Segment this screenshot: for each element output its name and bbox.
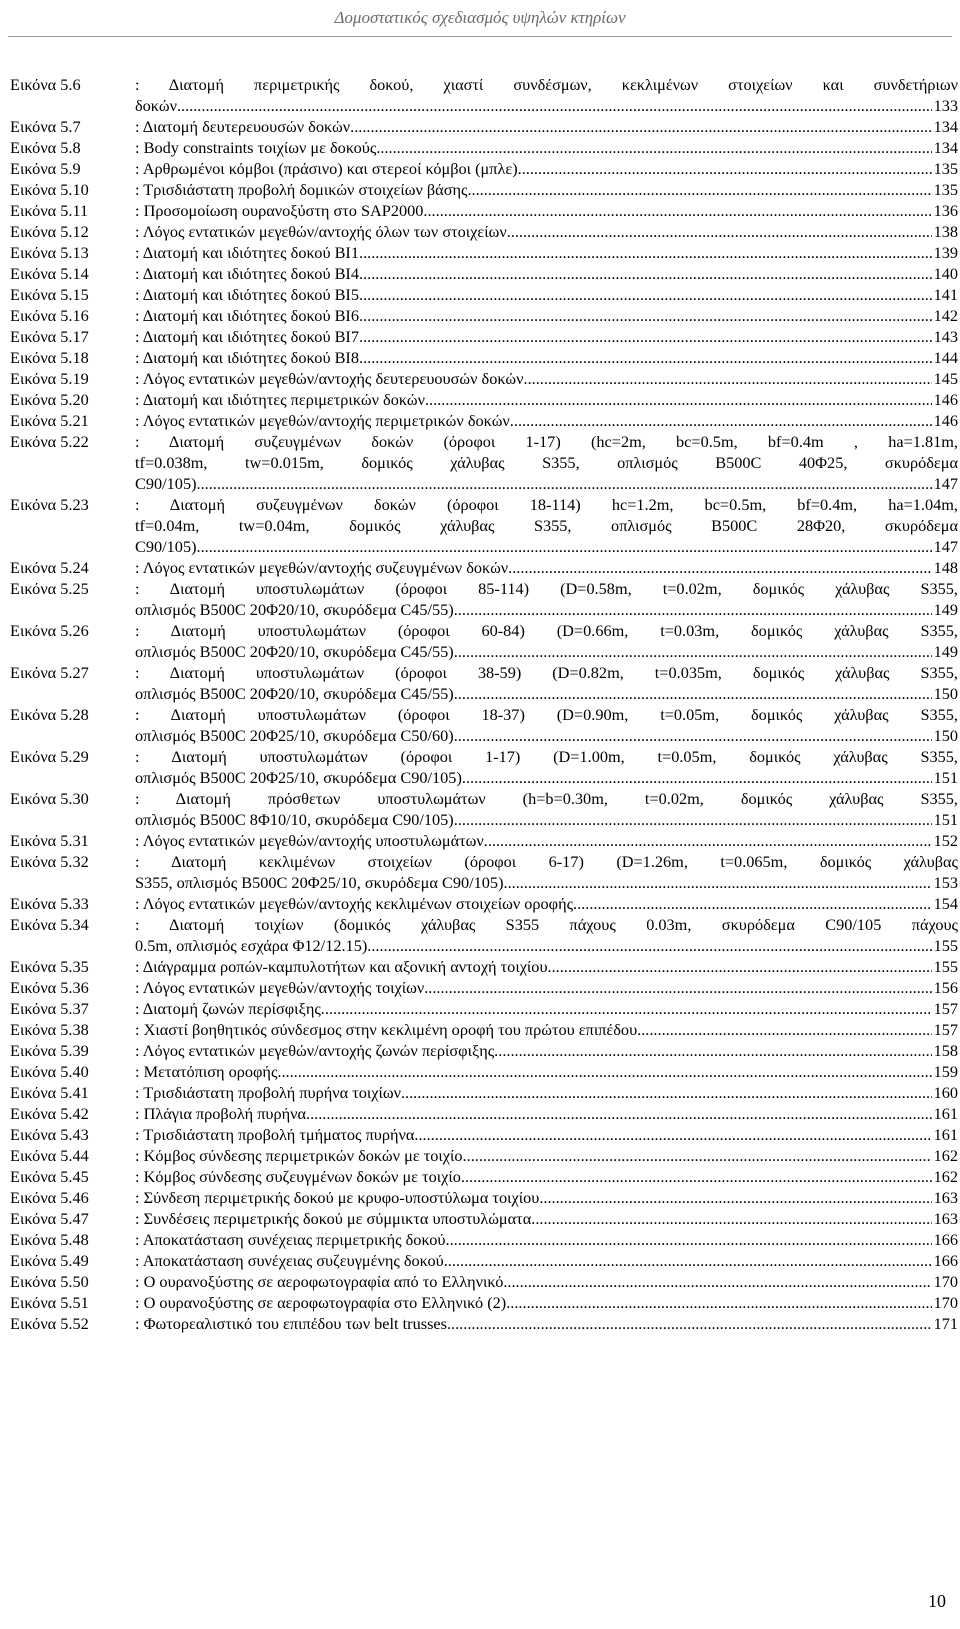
figure-entry[interactable] (10, 431, 958, 494)
figure-caption: : Μετατόπιση οροφής (135, 1062, 278, 1081)
figure-label: Εικόνα 5.25 (10, 579, 89, 598)
figure-label: Εικόνα 5.30 (10, 789, 89, 808)
figure-entry[interactable] (10, 956, 958, 977)
dot-leader (321, 998, 932, 1019)
figure-page-number: 133 (933, 96, 958, 115)
figure-label: Εικόνα 5.43 (10, 1125, 89, 1144)
figure-entry[interactable] (10, 74, 958, 116)
figure-page-number: 135 (933, 180, 958, 199)
dot-leader (503, 1271, 931, 1292)
dot-leader (467, 179, 931, 200)
figure-caption: : Λόγος εντατικών μεγεθών/αντοχής συζευγμένων δοκών (135, 558, 509, 577)
list-of-figures (10, 74, 958, 1334)
figure-caption: : Διατομή ζωνών περίσφιξης (135, 999, 321, 1018)
dot-leader (507, 221, 932, 242)
figure-caption: : Τρισδιάστατη προβολή δομικών στοιχείων βάσης (135, 180, 468, 199)
figure-page-number: 139 (933, 243, 958, 262)
figure-label: Εικόνα 5.44 (10, 1146, 89, 1165)
figure-entry[interactable] (10, 746, 958, 788)
dot-leader (508, 557, 931, 578)
figure-caption: : Διατομή υποστυλωμάτων (όροφοι 18-37) (D=0.90m, t=0.05m, δομικός χάλυβας S355, (135, 705, 958, 724)
figure-caption: : Προσομοίωση ουρανοξύστη στο SAP2000 (135, 201, 424, 220)
figure-entry[interactable] (10, 116, 958, 137)
dot-leader (359, 347, 932, 368)
figure-page-number: 144 (933, 348, 958, 367)
figure-label: Εικόνα 5.46 (10, 1188, 89, 1207)
figure-caption: 0.5m, οπλισμός εσχάρα Φ12/12.15) (135, 936, 368, 955)
figure-label: Εικόνα 5.23 (10, 495, 89, 514)
figure-page-number: 134 (933, 117, 958, 136)
figure-page-number: 154 (933, 894, 958, 913)
figure-caption: : Φωτορεαλιστικό του επιπέδου των belt trusses (135, 1314, 447, 1333)
figure-label: Εικόνα 5.40 (10, 1062, 89, 1081)
figure-caption: : Διατομή και ιδιότητες δοκού BI6 (135, 306, 359, 325)
figure-caption: : Λόγος εντατικών μεγεθών/αντοχής όλων των στοιχείων (135, 222, 507, 241)
figure-page-number: 161 (933, 1125, 958, 1144)
figure-label: Εικόνα 5.34 (10, 915, 89, 934)
figure-caption: : Λόγος εντατικών μεγεθών/αντοχής τοιχίων (135, 978, 425, 997)
dot-leader (197, 473, 932, 494)
figure-label: Εικόνα 5.27 (10, 663, 89, 682)
figure-page-number: 142 (933, 306, 958, 325)
dot-leader (401, 1082, 932, 1103)
figure-page-number: 158 (933, 1041, 958, 1060)
figure-caption: tf=0.04m, tw=0.04m, δομικός χάλυβας S355, οπλισμός B500C 28Φ20, σκυρόδεμα (135, 516, 958, 535)
figure-entry[interactable] (10, 998, 958, 1019)
figure-caption: : Διατομή συζευγμένων δοκών (όροφοι 1-17) (hc=2m, bc=0.5m, bf=0.4m , ha=1.81m, (135, 432, 958, 451)
dot-leader (376, 137, 931, 158)
figure-entry[interactable] (10, 389, 958, 410)
figure-label: Εικόνα 5.24 (10, 558, 89, 577)
figure-page-number: 157 (933, 999, 958, 1018)
figure-label: Εικόνα 5.37 (10, 999, 89, 1018)
figure-entry[interactable] (10, 326, 958, 347)
figure-label: Εικόνα 5.9 (10, 159, 81, 178)
figure-entry[interactable] (10, 788, 958, 830)
figure-entry[interactable] (10, 1187, 958, 1208)
dot-leader (197, 536, 932, 557)
figure-page-number: 145 (933, 369, 958, 388)
figure-entry[interactable] (10, 263, 958, 284)
dot-leader (494, 1040, 931, 1061)
figure-label: Εικόνα 5.38 (10, 1020, 89, 1039)
figure-label: Εικόνα 5.19 (10, 369, 89, 388)
header-rule (8, 36, 952, 37)
figure-entry[interactable] (10, 893, 958, 914)
dot-leader (306, 1103, 932, 1124)
figure-caption: : Διατομή κεκλιμένων στοιχείων (όροφοι 6-17) (D=1.26m, t=0.065m, δομικός χάλυβας (135, 852, 958, 871)
dot-leader (524, 368, 932, 389)
figure-page-number: 155 (933, 957, 958, 976)
figure-entry[interactable] (10, 494, 958, 557)
figure-entry[interactable] (10, 1040, 958, 1061)
figure-caption: : Λόγος εντατικών μεγεθών/αντοχής δευτερευουσών δοκών (135, 369, 524, 388)
figure-entry[interactable] (10, 662, 958, 704)
figure-label: Εικόνα 5.6 (10, 75, 81, 94)
figure-label: Εικόνα 5.50 (10, 1272, 89, 1291)
figure-page-number: 156 (933, 978, 958, 997)
figure-page-number: 161 (933, 1104, 958, 1123)
dot-leader (444, 1250, 932, 1271)
figure-label: Εικόνα 5.32 (10, 852, 89, 871)
figure-page-number: 146 (933, 411, 958, 430)
figure-label: Εικόνα 5.17 (10, 327, 89, 346)
figure-entry[interactable] (10, 410, 958, 431)
figure-label: Εικόνα 5.14 (10, 264, 89, 283)
dot-leader (359, 284, 932, 305)
figure-entry[interactable] (10, 914, 958, 956)
figure-caption: οπλισμός B500C 20Φ25/10, σκυρόδεμα C50/60) (135, 726, 454, 745)
figure-caption: : Διατομή και ιδιότητες περιμετρικών δοκών (135, 390, 425, 409)
figure-label: Εικόνα 5.31 (10, 831, 89, 850)
figure-caption: : Λόγος εντατικών μεγεθών/αντοχής περιμετρικών δοκών (135, 411, 510, 430)
figure-caption: : Διατομή και ιδιότητες δοκού BI4 (135, 264, 359, 283)
dot-leader (423, 200, 931, 221)
figure-caption: tf=0.038m, tw=0.015m, δομικός χάλυβας S355, οπλισμός B500C 40Φ25, σκυρόδεμα (135, 453, 958, 472)
figure-label: Εικόνα 5.10 (10, 180, 89, 199)
figure-page-number: 163 (933, 1188, 958, 1207)
figure-page-number: 166 (933, 1251, 958, 1270)
figure-page-number: 149 (933, 642, 958, 661)
figure-label: Εικόνα 5.16 (10, 306, 89, 325)
dot-leader (484, 830, 932, 851)
dot-leader (454, 725, 932, 746)
figure-page-number: 140 (933, 264, 958, 283)
figure-caption: : Διατομή τοιχίων (δομικός χάλυβας S355 πάχους 0.03m, σκυρόδεμα C90/105 πάχους (135, 915, 958, 934)
figure-label: Εικόνα 5.29 (10, 747, 89, 766)
figure-caption: οπλισμός B500C 20Φ20/10, σκυρόδεμα C45/55) (135, 600, 454, 619)
figure-label: Εικόνα 5.51 (10, 1293, 89, 1312)
figure-entry[interactable] (10, 1019, 958, 1040)
dot-leader (548, 956, 932, 977)
figure-caption: οπλισμός B500C 20Φ25/10, σκυρόδεμα C90/105) (135, 768, 462, 787)
dot-leader (359, 305, 932, 326)
figure-page-number: 147 (933, 474, 958, 493)
figure-label: Εικόνα 5.13 (10, 243, 89, 262)
figure-page-number: 151 (933, 768, 958, 787)
figure-page-number: 151 (933, 810, 958, 829)
figure-entry[interactable] (10, 368, 958, 389)
figure-caption: : Λόγος εντατικών μεγεθών/αντοχής κεκλιμένων στοιχείων οροφής (135, 894, 574, 913)
figure-page-number: 135 (933, 159, 958, 178)
figure-entry[interactable] (10, 179, 958, 200)
dot-leader (506, 1292, 931, 1313)
figure-label: Εικόνα 5.20 (10, 390, 89, 409)
figure-label: Εικόνα 5.18 (10, 348, 89, 367)
figure-page-number: 162 (933, 1167, 958, 1186)
dot-leader (367, 935, 931, 956)
figure-label: Εικόνα 5.26 (10, 621, 89, 640)
figure-caption: : Λόγος εντατικών μεγεθών/αντοχής υποστυλωμάτων (135, 831, 484, 850)
figure-caption: C90/105) (135, 537, 197, 556)
figure-caption: : Body constraints τοιχίων με δοκούς (135, 138, 377, 157)
dot-leader (531, 1208, 931, 1229)
figure-caption: : Κόμβος σύνδεσης περιμετρικών δοκών με τοιχίο (135, 1146, 463, 1165)
figure-caption: : Διατομή υποστυλωμάτων (όροφοι 60-84) (D=0.66m, t=0.03m, δομικός χάλυβας S355, (135, 621, 958, 640)
figure-entry[interactable] (10, 830, 958, 851)
dot-leader (359, 242, 932, 263)
figure-label: Εικόνα 5.35 (10, 957, 89, 976)
figure-entry[interactable] (10, 284, 958, 305)
figure-entry[interactable] (10, 242, 958, 263)
dot-leader (359, 263, 932, 284)
figure-page-number: 162 (933, 1146, 958, 1165)
figure-label: Εικόνα 5.8 (10, 138, 81, 157)
figure-page-number: 155 (933, 936, 958, 955)
figure-entry[interactable] (10, 305, 958, 326)
figure-caption: : Διατομή και ιδιότητες δοκού BI7 (135, 327, 359, 346)
figure-entry[interactable] (10, 158, 958, 179)
figure-caption: S355, οπλισμός B500C 20Φ25/10, σκυρόδεμα C90/105) (135, 873, 504, 892)
figure-caption: : Σύνδεση περιμετρικής δοκού με κρυφο-υποστύλωμα τοιχίου (135, 1188, 540, 1207)
dot-leader (177, 95, 932, 116)
figure-page-number: 149 (933, 600, 958, 619)
figure-page-number: 148 (933, 558, 958, 577)
figure-label: Εικόνα 5.49 (10, 1251, 89, 1270)
dot-leader (350, 116, 931, 137)
figure-entry[interactable] (10, 1082, 958, 1103)
figure-caption: : Χιαστί βοηθητικός σύνδεσμος στην κεκλιμένη οροφή του πρώτου επιπέδου (135, 1020, 638, 1039)
figure-label: Εικόνα 5.22 (10, 432, 89, 451)
figure-label: Εικόνα 5.42 (10, 1104, 89, 1123)
dot-leader (424, 977, 931, 998)
figure-entry[interactable] (10, 1313, 958, 1334)
figure-entry[interactable] (10, 851, 958, 893)
figure-caption: : Διατομή και ιδιότητες δοκού BI1 (135, 243, 359, 262)
figure-page-number: 153 (933, 873, 958, 892)
figure-entry[interactable] (10, 620, 958, 662)
figure-page-number: 166 (933, 1230, 958, 1249)
dot-leader (359, 326, 932, 347)
dot-leader (277, 1061, 931, 1082)
dot-leader (414, 1124, 931, 1145)
figure-caption: : Διατομή περιμετρικής δοκού, χιαστί συνδέσμων, κεκλιμένων στοιχείων και συνδετήριων (135, 75, 958, 94)
figure-caption: οπλισμός B500C 20Φ20/10, σκυρόδεμα C45/55) (135, 684, 454, 703)
figure-caption: δοκών (135, 96, 177, 115)
figure-caption: : Αποκατάσταση συνέχειας περιμετρικής δοκού (135, 1230, 446, 1249)
figure-caption: οπλισμός B500C 8Φ10/10, σκυρόδεμα C90/105) (135, 810, 454, 829)
figure-caption: : Διατομή και ιδιότητες δοκού BI8 (135, 348, 359, 367)
dot-leader (454, 809, 932, 830)
figure-label: Εικόνα 5.11 (10, 201, 89, 220)
figure-caption: : Διατομή συζευγμένων δοκών (όροφοι 18-114) hc=1.2m, bc=0.5m, bf=0.4m, ha=1.04m, (135, 495, 958, 514)
page-number: 10 (928, 1591, 946, 1611)
figure-caption: : Ο ουρανοξύστης σε αεροφωτογραφία στο Ελληνικό (2) (135, 1293, 507, 1312)
figure-caption: : Κόμβος σύνδεσης συζευγμένων δοκών με τοιχίο (135, 1167, 461, 1186)
figure-entry[interactable] (10, 1145, 958, 1166)
dot-leader (573, 893, 932, 914)
figure-page-number: 141 (933, 285, 958, 304)
figure-caption: : Αρθρωμένοι κόμβοι (πράσινο) και στερεοί κόμβοι (μπλε) (135, 159, 518, 178)
figure-page-number: 170 (933, 1272, 958, 1291)
figure-page-number: 136 (933, 201, 958, 220)
figure-entry[interactable] (10, 557, 958, 578)
figure-page-number: 143 (933, 327, 958, 346)
figure-caption: : Λόγος εντατικών μεγεθών/αντοχής ζωνών περίσφιξης (135, 1041, 495, 1060)
figure-entry[interactable] (10, 347, 958, 368)
figure-page-number: 150 (933, 726, 958, 745)
figure-caption: : Τρισδιάστατη προβολή πυρήνα τοιχίων (135, 1083, 401, 1102)
figure-label: Εικόνα 5.45 (10, 1167, 89, 1186)
figure-page-number: 170 (933, 1293, 958, 1312)
dot-leader (518, 158, 932, 179)
dot-leader (425, 389, 932, 410)
figure-label: Εικόνα 5.12 (10, 222, 89, 241)
dot-leader (447, 1313, 932, 1334)
figure-label: Εικόνα 5.33 (10, 894, 89, 913)
figure-entry[interactable] (10, 1103, 958, 1124)
figure-page-number: 146 (933, 390, 958, 409)
figure-entry[interactable] (10, 704, 958, 746)
figure-entry[interactable] (10, 578, 958, 620)
figure-entry[interactable] (10, 1124, 958, 1145)
figure-entry[interactable] (10, 1292, 958, 1313)
figure-page-number: 157 (933, 1020, 958, 1039)
figure-entry[interactable] (10, 1250, 958, 1271)
figure-entry[interactable] (10, 1061, 958, 1082)
figure-caption: : Αποκατάσταση συνέχειας συζευγμένης δοκού (135, 1251, 444, 1270)
figure-label: Εικόνα 5.48 (10, 1230, 89, 1249)
figure-caption: : Διατομή και ιδιότητες δοκού BI5 (135, 285, 359, 304)
figure-page-number: 171 (933, 1314, 958, 1333)
figure-entry[interactable] (10, 1166, 958, 1187)
figure-page-number: 159 (933, 1062, 958, 1081)
figure-entry[interactable] (10, 1229, 958, 1250)
figure-page-number: 160 (933, 1083, 958, 1102)
figure-label: Εικόνα 5.36 (10, 978, 89, 997)
figure-caption: : Διάγραμμα ροπών-καμπυλοτήτων και αξονική αντοχή τοιχίου (135, 957, 548, 976)
figure-caption: : Διατομή υποστυλωμάτων (όροφοι 38-59) (D=0.82m, t=0.035m, δομικός χάλυβας S355, (135, 663, 958, 682)
figure-label: Εικόνα 5.52 (10, 1314, 89, 1333)
figure-caption: : Τρισδιάστατη προβολή τμήματος πυρήνα (135, 1125, 415, 1144)
figure-caption: : Διατομή υποστυλωμάτων (όροφοι 85-114) (D=0.58m, t=0.02m, δομικός χάλυβας S355, (135, 579, 958, 598)
figure-caption: οπλισμός B500C 20Φ20/10, σκυρόδεμα C45/55) (135, 642, 454, 661)
figure-caption: C90/105) (135, 474, 197, 493)
dot-leader (539, 1187, 931, 1208)
dot-leader (463, 1145, 932, 1166)
figure-entry[interactable] (10, 1208, 958, 1229)
dot-leader (454, 641, 932, 662)
figure-entry[interactable] (10, 221, 958, 242)
dot-leader (446, 1229, 932, 1250)
figure-page-number: 152 (933, 831, 958, 850)
figure-page-number: 150 (933, 684, 958, 703)
figure-page-number: 138 (933, 222, 958, 241)
figure-label: Εικόνα 5.39 (10, 1041, 89, 1060)
figure-label: Εικόνα 5.47 (10, 1209, 89, 1228)
figure-caption: : Πλάγια προβολή πυρήνα (135, 1104, 307, 1123)
figure-page-number: 134 (933, 138, 958, 157)
figure-caption: : Συνδέσεις περιμετρικής δοκού με σύμμικτα υποστυλώματα (135, 1209, 532, 1228)
figure-entry[interactable] (10, 977, 958, 998)
figure-label: Εικόνα 5.41 (10, 1083, 89, 1102)
figure-entry[interactable] (10, 200, 958, 221)
figure-page-number: 147 (933, 537, 958, 556)
figure-label: Εικόνα 5.28 (10, 705, 89, 724)
dot-leader (510, 410, 932, 431)
figure-caption: : Διατομή υποστυλωμάτων (όροφοι 1-17) (D=1.00m, t=0.05m, δομικός χάλυβας S355, (135, 747, 958, 766)
dot-leader (461, 1166, 932, 1187)
dot-leader (454, 683, 932, 704)
figure-entry[interactable] (10, 137, 958, 158)
dot-leader (462, 767, 932, 788)
figure-caption: : Διατομή δευτερευουσών δοκών (135, 117, 351, 136)
figure-entry[interactable] (10, 1271, 958, 1292)
figure-label: Εικόνα 5.21 (10, 411, 89, 430)
figure-label: Εικόνα 5.15 (10, 285, 89, 304)
figure-caption: : Ο ουρανοξύστης σε αεροφωτογραφία από το Ελληνικό (135, 1272, 504, 1291)
dot-leader (454, 599, 932, 620)
running-header: Δομοστατικός σχεδιασμός υψηλών κτηρίων (334, 8, 626, 27)
figure-caption: : Διατομή πρόσθετων υποστυλωμάτων (h=b=0.30m, t=0.02m, δομικός χάλυβας S355, (135, 789, 958, 808)
figure-page-number: 163 (933, 1209, 958, 1228)
dot-leader (504, 872, 932, 893)
dot-leader (637, 1019, 931, 1040)
figure-label: Εικόνα 5.7 (10, 117, 81, 136)
